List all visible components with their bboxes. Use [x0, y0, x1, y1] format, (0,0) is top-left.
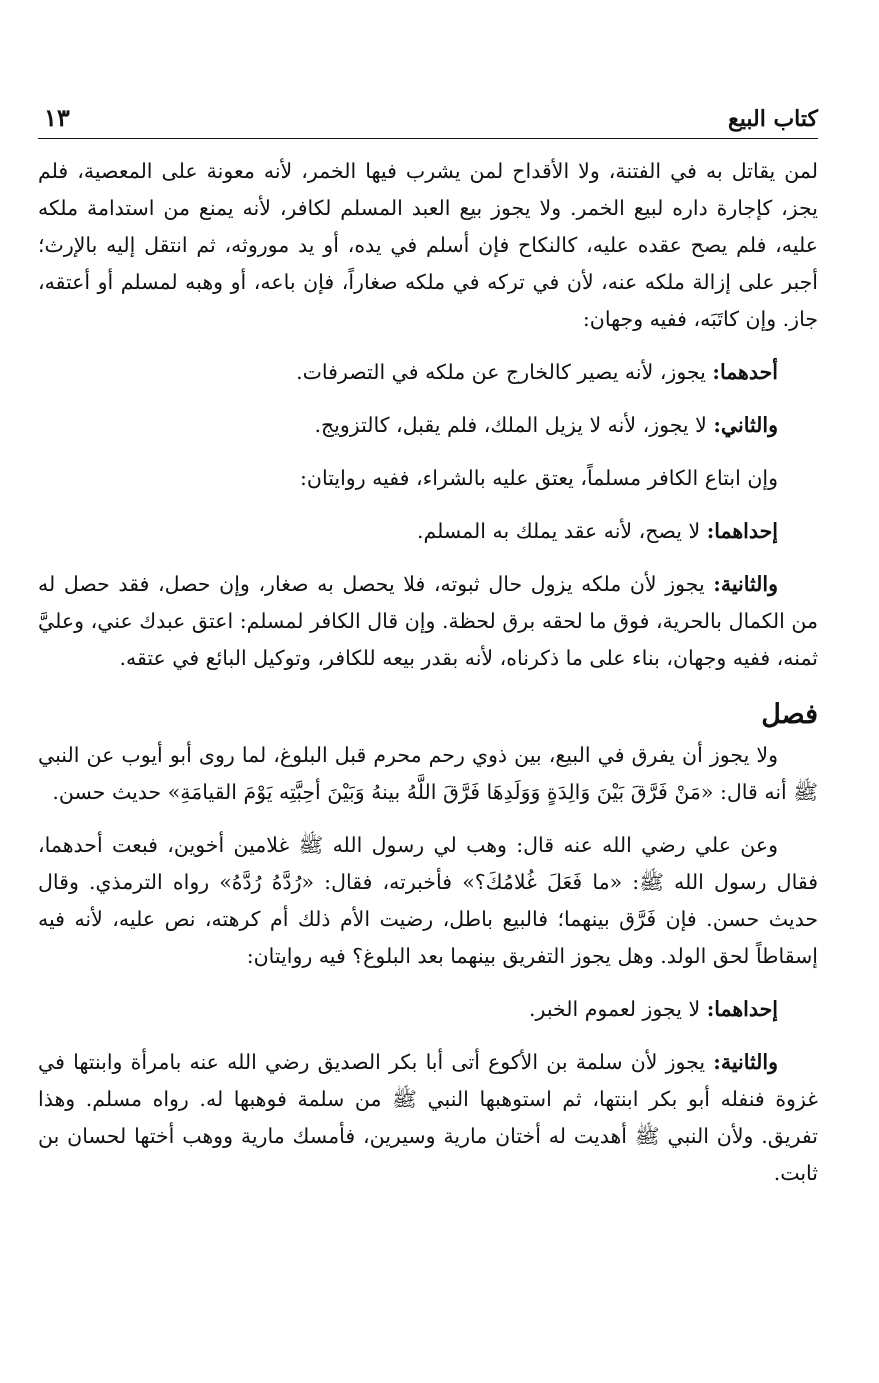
document-page: [38, 92, 818, 1192]
page-body: [38, 153, 818, 1192]
paragraph: [38, 566, 818, 677]
section-heading: فصل: [761, 699, 818, 730]
page-header: [38, 92, 818, 139]
book-title: كتاب البيع: [728, 106, 818, 132]
paragraph: وعن علي رضي الله عنه قال: وهب لي رسول الله ﷺ غلامين أخوين، فبعت أحدهما، فقال رسول الله ﷺ: «ما فَعَلَ غُلامُكَ؟» فأخبرته، فقال: «رُدَّهُ رُدَّهُ» رواه الترمذي. وقال حديث حسن. فإن فَرَّق بينهما؛ فالبيع باطل، رضيت الأم ذلك أم كرهته، نص عليه، لأنه فيه إسقاطاً لحق الولد. وهل يجوز التفريق بينهما بعد البلوغ؟ فيه روايتان:: [38, 833, 818, 968]
paragraph-text: يجوز لأن ملكه يزول حال ثبوته، فلا يحصل به صغار، وإن حصل، فقد حصل له من الكمال بالحرية، فوق ما لحقه برق لحظة. وإن قال الكافر لمسلم: اعتق عبدك عني، وعليَّ ثمنه، ففيه وجهان، بناء على ما ذكرناه، لأنه بقدر بيعه للكافر، وتوكيل البائع في عتقه.: [38, 572, 818, 670]
paragraph: [38, 991, 818, 1028]
page-number: ١٣: [44, 103, 70, 132]
paragraph: [38, 354, 818, 391]
paragraph-text: يجوز لأن سلمة بن الأكوع أتى أبا بكر الصديق رضي الله عنه بامرأة وابنتها في غزوة فنفله أبو بكر ابنتها، ثم استوهبها النبي ﷺ من سلمة فوهبها له. رواه مسلم. وهذا تفريق. ولأن النبي ﷺ أهديت له أختان مارية وسيرين، فأمسك مارية ووهب أختها لحسان بن ثابت.: [38, 1050, 818, 1185]
paragraph: ولا يجوز أن يفرق في البيع، بين ذوي رحم محرم قبل البلوغ، لما روى أبو أيوب عن النبي ﷺ أنه قال: «مَنْ فَرَّقَ بَيْنَ وَالِدَةٍ وَوَلَدِهَا فَرَّقَ اللَّهُ بينهُ وَبَيْنَ أحِبَّتِه يَوْمَ القيامَةِ» حديث حسن.: [38, 743, 818, 804]
paragraph-term: والثانية:: [713, 1050, 778, 1074]
paragraph: [38, 513, 818, 550]
paragraph: [38, 1044, 818, 1192]
paragraph-term: إحداهما:: [706, 519, 778, 543]
paragraph-text: لا يجوز لعموم الخبر.: [529, 997, 707, 1021]
paragraph-term: والثانية:: [713, 572, 778, 596]
paragraph-text: لا يصح، لأنه عقد يملك به المسلم.: [416, 519, 707, 543]
paragraph-text: لا يجوز، لأنه لا يزيل الملك، فلم يقبل، كالتزويج.: [314, 413, 714, 437]
paragraph-term: أحدهما:: [712, 360, 778, 384]
paragraph-term: والثاني:: [713, 413, 778, 437]
paragraph: [38, 407, 818, 444]
paragraph-term: إحداهما:: [706, 997, 778, 1021]
paragraph: لمن يقاتل به في الفتنة، ولا الأقداح لمن يشرب فيها الخمر، لأنه معونة على المعصية، فلم يجز، كإجارة داره لبيع الخمر. ولا يجوز بيع العبد المسلم لكافر، لأنه يمنع من استدامة ملكه عليه، فلم يصح عقده عليه، كالنكاح فإن أسلم في يده، أو يد موروثه، ثم انتقل إليه بالإرث؛ أجبر على إزالة ملكه عنه، لأن في تركه في ملكه صغاراً، فإن باعه، أو وهبه لمسلم أو أعتقه، جاز. وإن كاتَبَه، ففيه وجهان:: [38, 159, 818, 331]
paragraph: وإن ابتاع الكافر مسلماً، يعتق عليه بالشراء، ففيه روايتان:: [300, 466, 778, 490]
paragraph-text: يجوز، لأنه يصير كالخارج عن ملكه في التصرفات.: [296, 360, 713, 384]
